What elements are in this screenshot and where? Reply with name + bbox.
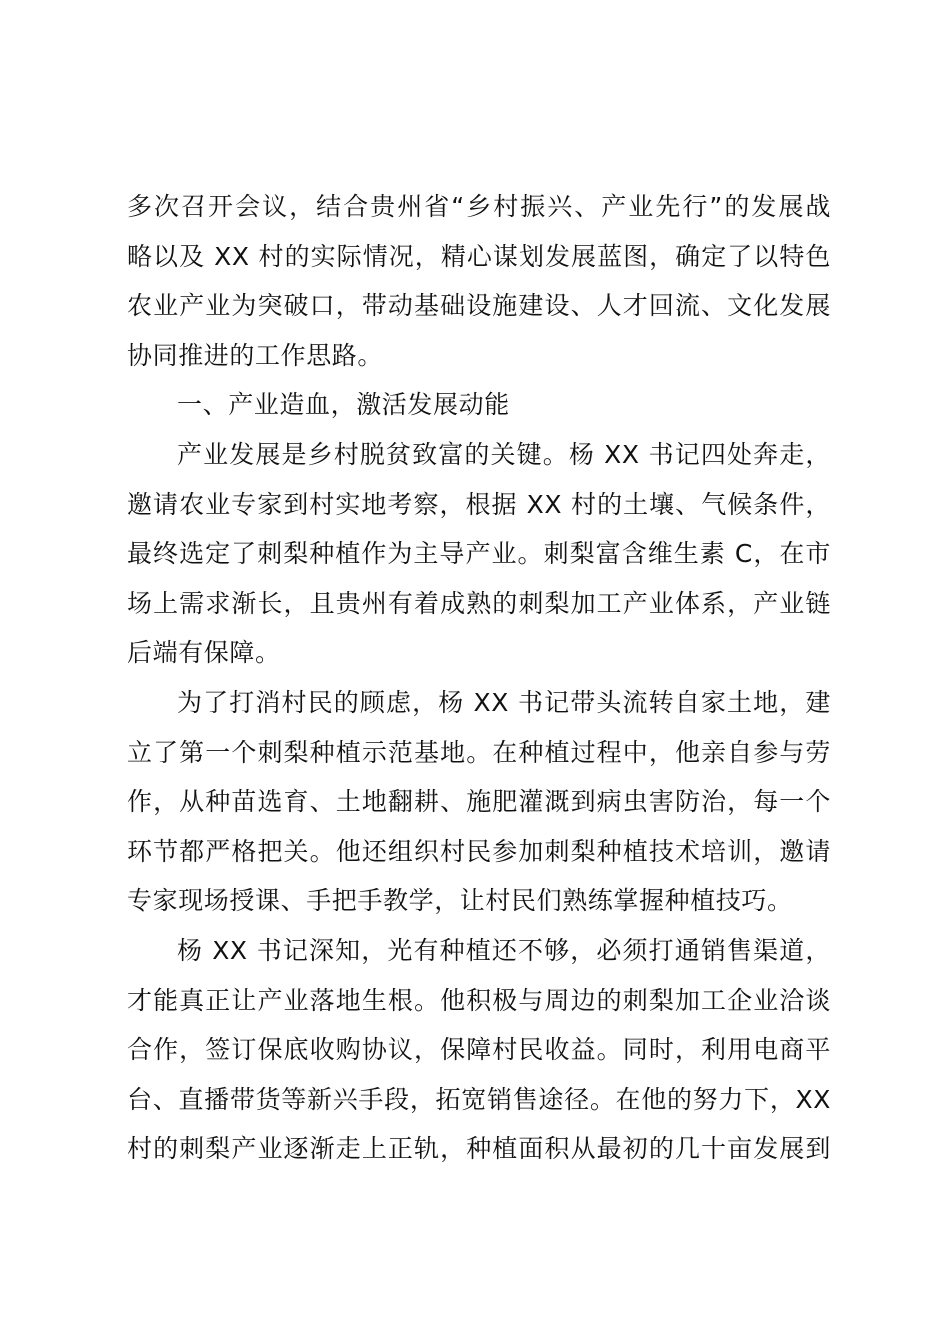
paragraph-line-6: 产业发展是乡村脱贫致富的关键。杨 XX 书记四处奔走， — [177, 439, 831, 469]
paragraph-line-8: 最终选定了刺梨种植作为主导产业。刺梨富含维生素 C，在市 — [127, 539, 831, 569]
paragraph-line-4: 协同推进的工作思路。 — [127, 340, 384, 370]
document-body — [127, 182, 831, 1174]
paragraph-line-19: 台、直播带货等新兴手段，拓宽销售途径。在他的努力下，XX — [127, 1084, 831, 1114]
paragraph-line-1: 多次召开会议，结合贵州省“乡村振兴、产业先行”的发展战 — [127, 192, 831, 221]
paragraph-line-20: 村的刺梨产业逐渐走上正轨，种植面积从最初的几十亩发展到 — [127, 1134, 831, 1164]
paragraph-line-3: 农业产业为突破口，带动基础设施建设、人才回流、文化发展 — [127, 291, 831, 321]
paragraph-line-18: 合作，签订保底收购协议，保障村民收益。同时，利用电商平 — [127, 1035, 831, 1065]
section-heading: 一、产业造血，激活发展动能 — [177, 390, 510, 420]
paragraph-line-12: 立了第一个刺梨种植示范基地。在种植过程中，他亲自参与劳 — [127, 737, 831, 767]
paragraph-line-11: 为了打消村民的顾虑，杨 XX 书记带头流转自家土地，建 — [177, 687, 831, 717]
paragraph-line-9: 场上需求渐长，且贵州有着成熟的刺梨加工产业体系，产业链 — [127, 588, 831, 618]
paragraph-line-15: 专家现场授课、手把手教学，让村民们熟练掌握种植技巧。 — [127, 886, 793, 916]
paragraph-line-17: 才能真正让产业落地生根。他积极与周边的刺梨加工企业洽谈 — [127, 985, 831, 1015]
paragraph-line-14: 环节都严格把关。他还组织村民参加刺梨种植技术培训，邀请 — [127, 836, 831, 866]
paragraph-line-2: 略以及 XX 村的实际情况，精心谋划发展蓝图，确定了以特色 — [127, 241, 831, 271]
paragraph-line-7: 邀请农业专家到村实地考察，根据 XX 村的土壤、气候条件， — [127, 489, 831, 519]
paragraph-line-13: 作，从种苗选育、土地翻耕、施肥灌溉到病虫害防治，每一个 — [127, 787, 831, 817]
paragraph-line-10: 后端有保障。 — [127, 638, 281, 668]
paragraph-line-16: 杨 XX 书记深知，光有种植还不够，必须打通销售渠道， — [177, 935, 831, 965]
